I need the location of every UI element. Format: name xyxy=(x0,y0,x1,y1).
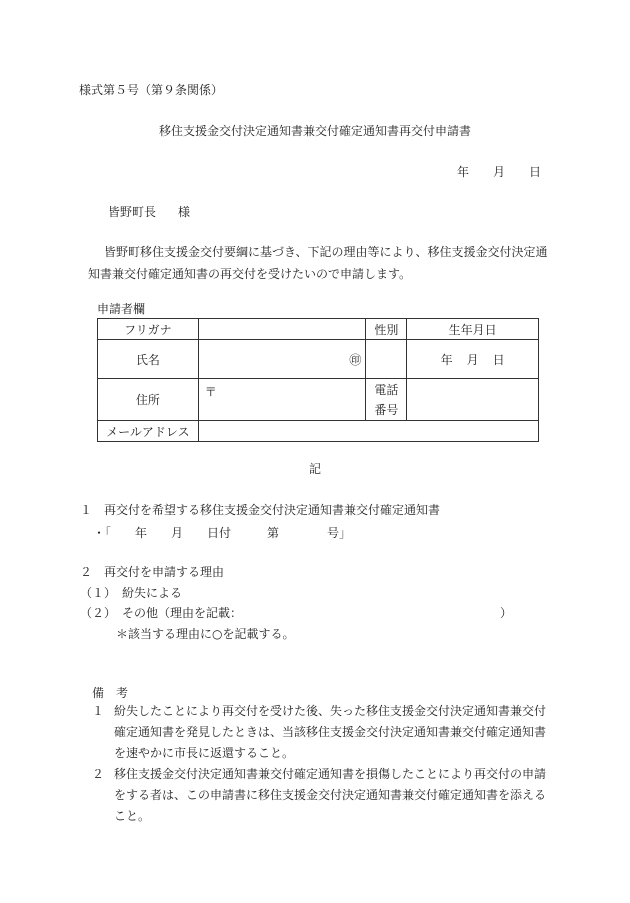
birth-year: 年 xyxy=(440,352,453,367)
birth-month: 月 xyxy=(466,352,479,367)
remark-text: 移住支援金交付決定通知書兼交付確定通知書を損傷したことにより再交付の申請をする者は、この申請書に移住支援金交付決定通知書兼交付確定通知書を添えること。 xyxy=(114,767,547,823)
gender-field[interactable] xyxy=(366,340,407,379)
date-day: 日 xyxy=(529,165,542,179)
addressee xyxy=(108,206,190,218)
remark-number: ２ xyxy=(92,767,105,781)
birthdate-field[interactable] xyxy=(407,340,539,379)
remark-item xyxy=(92,764,554,827)
furigana-field[interactable] xyxy=(198,319,366,340)
applicant-table xyxy=(97,318,539,442)
document-title: 移住支援金交付決定通知書兼交付確定通知書再交付申請書 xyxy=(158,124,471,138)
remark-item xyxy=(92,701,554,764)
reason-instruction: ＊該当する理由に○を記載する。 xyxy=(116,627,295,641)
date-line xyxy=(457,166,541,178)
email-field[interactable] xyxy=(198,421,538,442)
request-statement: 皆野町移住支援金交付要綱に基づき、下記の理由等により、移住支援金交付決定通知書兼交付確定通知書の再交付を受けたいので申請します。 xyxy=(88,245,548,281)
remark-number: １ xyxy=(92,704,105,718)
name-label: 氏名 xyxy=(98,340,199,379)
reason-option-other: （２） その他（理由を記載： ） xyxy=(80,606,513,620)
furigana-label: フリガナ xyxy=(98,319,199,340)
remark-text: 紛失したことにより再交付を受けた後、失った移住支援金交付決定通知書兼交付確定通知書を発見したときは、当該移住支援金交付決定通知書兼交付確定通知書を速やかに市長に返還すること。 xyxy=(114,704,547,760)
addressee-honorific: 様 xyxy=(178,205,191,219)
ki-heading: 記 xyxy=(308,462,321,476)
phone-field[interactable] xyxy=(407,379,539,421)
birthdate-label: 生年月日 xyxy=(407,319,539,340)
form-number: 様式第５号（第９条関係） xyxy=(79,83,224,97)
section1-detail: ・「 年 月 日付 第 号」 xyxy=(93,526,352,540)
section1-heading: １ 再交付を希望する移住支援金交付決定通知書兼交付確定通知書 xyxy=(80,503,441,517)
phone-label-line1: 電話 xyxy=(374,382,399,397)
postal-mark: 〒 xyxy=(204,385,217,399)
phone-label xyxy=(366,379,407,421)
phone-label-line2: 番号 xyxy=(374,402,399,417)
name-field[interactable] xyxy=(198,340,366,379)
remarks-heading: 備 考 xyxy=(92,686,129,700)
address-label: 住所 xyxy=(98,379,199,421)
section2-heading: ２ 再交付を申請する理由 xyxy=(80,565,225,579)
applicant-section-label: 申請者欄 xyxy=(97,302,146,316)
reason-option-lost: （１） 紛失による xyxy=(80,586,183,600)
birth-day: 日 xyxy=(492,352,505,367)
address-field[interactable] xyxy=(198,379,366,421)
email-label: メールアドレス xyxy=(98,421,199,442)
date-month: 月 xyxy=(493,165,506,179)
addressee-name: 皆野町長 xyxy=(108,205,157,219)
gender-label: 性別 xyxy=(366,319,407,340)
date-year: 年 xyxy=(457,165,470,179)
seal-mark: ㊞ xyxy=(349,352,362,367)
